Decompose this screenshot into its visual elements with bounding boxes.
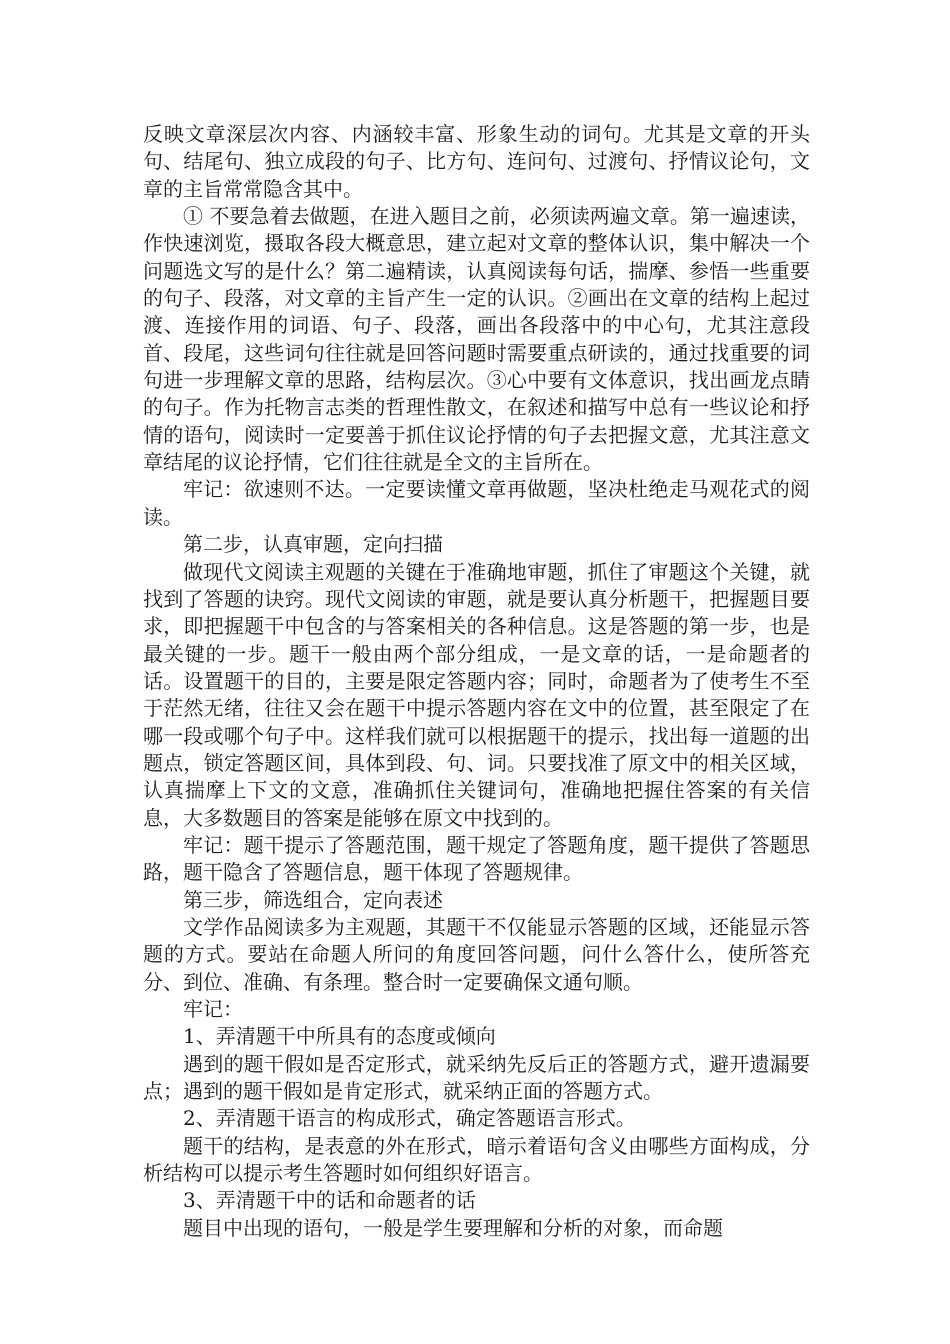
list-heading-1: 1、弄清题干中所具有的态度或倾向 — [183, 1024, 496, 1049]
paragraph-8: 文学作品阅读多为主观题，其题干不仅能显示答题的区域，还能显示答题的方式。要站在命题人所问的角度回答问题，问什么答什么，使所答充分、到位、准确、有条理。整合时一定要确保文通句顺。 — [143, 914, 810, 994]
paragraph-3: 牢记：欲速则不达。一定要读懂文章再做题，坚决杜绝走马观花式的阅读。 — [143, 477, 810, 529]
paragraph-1: 反映文章深层次内容、内涵较丰富、形象生动的词句。尤其是文章的开头句、结尾句、独立成段的句子、比方句、连问句、过渡句、抒情议论句，文章的主旨常常隐含其中。 — [143, 122, 810, 201]
paragraph-13: 题干的结构，是表意的外在形式，暗示着语句含义由哪些方面构成，分析结构可以提示考生答题时如何组织好语言。 — [143, 1133, 810, 1186]
paragraph-15: 题目中出现的语句，一般是学生要理解和分析的对象，而命题 — [183, 1215, 723, 1240]
section-heading-step-2: 第二步，认真审题，定向扫描 — [183, 532, 443, 557]
list-heading-2: 2、弄清题干语言的构成形式，确定答题语言形式。 — [183, 1106, 636, 1131]
section-heading-step-3: 第三步，筛选组合，定向表述 — [183, 887, 443, 912]
paragraph-9: 牢记： — [183, 997, 243, 1021]
paragraph-11: 遇到的题干假如是否定形式，就采纳先反后正的答题方式，避开遗漏要点；遇到的题干假如是肯定形式，就采纳正面的答题方式。 — [143, 1051, 810, 1104]
document-body — [143, 121, 810, 1242]
paragraph-5: 做现代文阅读主观题的关键在于准确地审题，抓住了审题这个关键，就找到了答题的诀窍。现代文阅读的审题，就是要认真分析题干，把握题目要求，即把握题干中包含的与答案相关的各种信息。这是答题的第一步，也是最关键的一步。题干一般由两个部分组成，一是文章的话，一是命题者的话。设置题干的目的，主要是限定答题内容；同时，命题者为了使考生不至于茫然无绪，往往又会在题干中提示答题内容在文中的位置，甚至限定了在哪一段或哪个句子中。这样我们就可以根据题干的提示，找出每一道题的出题点，锁定答题区间，具体到段、句、词。只要找准了原文中的相关区域，认真揣摩上下文的文意，准确抓住关键词句，准确地把握住答案的有关信息，大多数题目的答案是能够在原文中找到的。 — [143, 559, 810, 830]
paragraph-6: 牢记：题干提示了答题范围，题干规定了答题角度，题干提供了答题思路，题干隐含了答题信息，题干体现了答题规律。 — [143, 832, 810, 885]
paragraph-2: ① 不要急着去做题，在进入题目之前，必须读两遍文章。第一遍速读，作快速浏览，摄取各段大概意思，建立起对文章的整体认识，集中解决一个问题选文写的是什么？第二遍精读，认真阅读每句话，揣摩、参悟一些重要的句子、段落，对文章的主旨产生一定的认识。②画出在文章的结构上起过渡、连接作用的词语、句子、段落，画出各段落中的中心句，尤其注意段首、段尾，这些词句往往就是回答问题时需要重点研读的，通过找重要的词句进一步理解文章的思路，结构层次。③心中要有文体意识，找出画龙点睛的句子。作为托物言志类的哲理性散文，在叙述和描写中总有一些议论和抒情的语句，阅读时一定要善于抓住议论抒情的句子去把握文意，尤其注意文章结尾的议论抒情，它们往往就是全文的主旨所在。 — [143, 204, 810, 475]
list-heading-3: 3、弄清题干中的话和命题者的话 — [183, 1188, 476, 1213]
